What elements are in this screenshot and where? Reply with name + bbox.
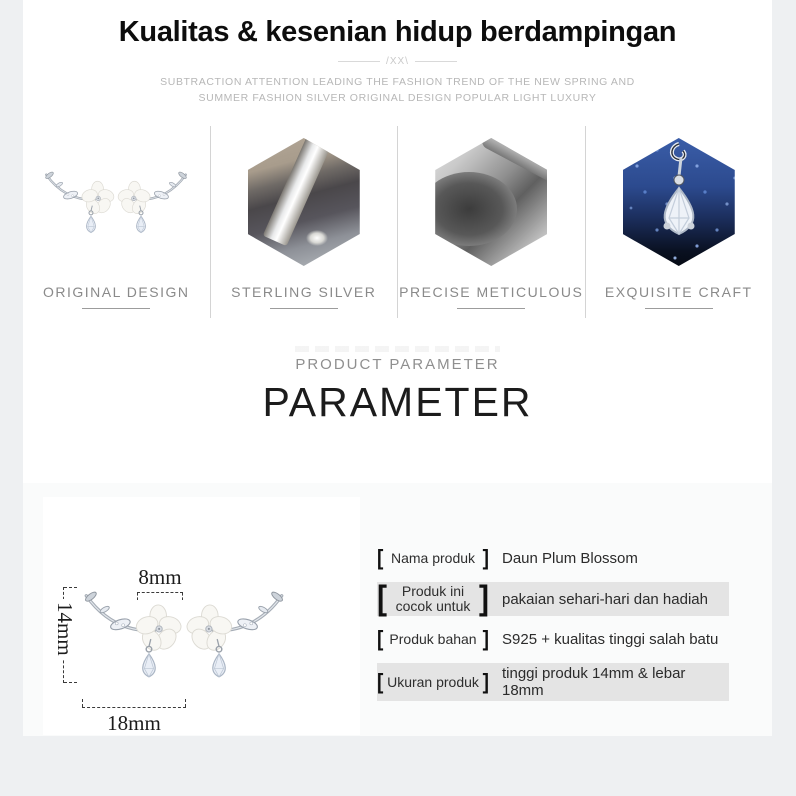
feature-label: EXQUISITE CRAFT bbox=[604, 284, 753, 300]
feature-original-design bbox=[23, 126, 210, 318]
parameter-heading-block bbox=[23, 346, 772, 426]
spec-row-ukuran-produk bbox=[377, 663, 729, 701]
earrings-image bbox=[23, 126, 210, 278]
section-heading: PARAMETER bbox=[262, 379, 533, 425]
silver-bar-shape bbox=[262, 138, 335, 246]
bracket-right: ] bbox=[482, 546, 489, 571]
page-title: Kualitas & kesenian hidup berdampingan bbox=[118, 16, 677, 48]
bracket-left: [ bbox=[377, 669, 384, 695]
bracket-left: [ bbox=[377, 627, 384, 652]
feature-underline bbox=[457, 308, 525, 309]
spec-row-produk-bahan bbox=[377, 626, 729, 653]
feature-label: STERLING SILVER bbox=[231, 284, 377, 300]
spec-label-text bbox=[387, 584, 479, 614]
polish-hexagon-image bbox=[398, 126, 585, 278]
section-eyebrow: PRODUCT PARAMETER bbox=[295, 356, 500, 373]
ornament-line-right bbox=[415, 61, 457, 62]
bracket-right: ] bbox=[482, 627, 489, 652]
earrings-illustration bbox=[37, 164, 195, 240]
crystal-pendant-photo bbox=[623, 138, 735, 266]
spec-label-line-1: Produk ini bbox=[401, 583, 465, 599]
faint-watermark bbox=[295, 346, 500, 352]
dimension-top-bracket bbox=[137, 592, 183, 593]
spec-value: tinggi produk 14mm & lebar 18mm bbox=[502, 665, 686, 699]
spec-label bbox=[377, 546, 489, 571]
dimension-18mm-label: 18mm bbox=[107, 711, 161, 735]
feature-label: ORIGINAL DESIGN bbox=[43, 284, 190, 300]
feature-label: PRECISE METICULOUS bbox=[399, 284, 584, 300]
spec-label-text: Ukuran produk bbox=[387, 673, 479, 690]
header bbox=[23, 0, 772, 106]
feature-precise-meticulous bbox=[397, 126, 585, 318]
dimension-14mm-label: 14mm bbox=[52, 599, 77, 659]
product-earrings-image bbox=[73, 581, 295, 687]
silver-bar-highlight bbox=[306, 230, 328, 246]
spec-label bbox=[377, 669, 489, 695]
dimension-bottom-bracket bbox=[82, 700, 186, 708]
feature-underline bbox=[270, 308, 338, 309]
subtitle bbox=[23, 74, 772, 106]
spec-row-nama-produk bbox=[377, 545, 729, 572]
product-photo-card bbox=[43, 497, 360, 735]
ornament-divider bbox=[23, 56, 772, 67]
spec-value: pakaian sehari-hari dan hadiah bbox=[502, 590, 708, 608]
silver-hexagon-image bbox=[211, 126, 398, 278]
silver-bar-photo bbox=[248, 138, 360, 266]
polishing-tool-photo bbox=[435, 138, 547, 266]
spec-table bbox=[377, 545, 729, 711]
spec-label-text: Produk bahan bbox=[389, 631, 477, 647]
bracket-right: ] bbox=[482, 669, 489, 695]
pendant-illustration bbox=[623, 138, 735, 266]
spec-value: Daun Plum Blossom bbox=[502, 550, 638, 567]
feature-exquisite-craft bbox=[585, 126, 773, 318]
bracket-left: [ bbox=[377, 546, 384, 571]
subtitle-line-2: SUMMER FASHION SILVER ORIGINAL DESIGN POPULAR LIGHT LUXURY bbox=[198, 92, 597, 104]
features-row bbox=[23, 126, 772, 318]
spec-label-text: Nama produk bbox=[390, 550, 476, 566]
bracket-right: ] bbox=[479, 579, 489, 618]
feature-underline bbox=[82, 308, 150, 309]
dimension-8mm-label: 8mm bbox=[135, 565, 185, 590]
spec-row-cocok-untuk bbox=[377, 579, 729, 618]
ornament-glyph: /XX\ bbox=[386, 56, 409, 67]
ornament-line-left bbox=[338, 61, 380, 62]
spec-label-line-2: cocok untuk bbox=[395, 598, 471, 614]
subtitle-line-1: SUBTRACTION ATTENTION LEADING THE FASHION TREND OF THE NEW SPRING AND bbox=[160, 76, 635, 88]
spec-label bbox=[377, 579, 489, 618]
bracket-left: [ bbox=[377, 579, 387, 618]
spec-value: S925 + kualitas tinggi salah batu bbox=[502, 631, 719, 648]
polish-workpiece-shape bbox=[435, 172, 517, 246]
crystal-hexagon-image bbox=[586, 126, 773, 278]
spec-label bbox=[377, 627, 489, 652]
feature-sterling-silver bbox=[210, 126, 398, 318]
bottom-section bbox=[23, 483, 772, 736]
feature-underline bbox=[645, 308, 713, 309]
